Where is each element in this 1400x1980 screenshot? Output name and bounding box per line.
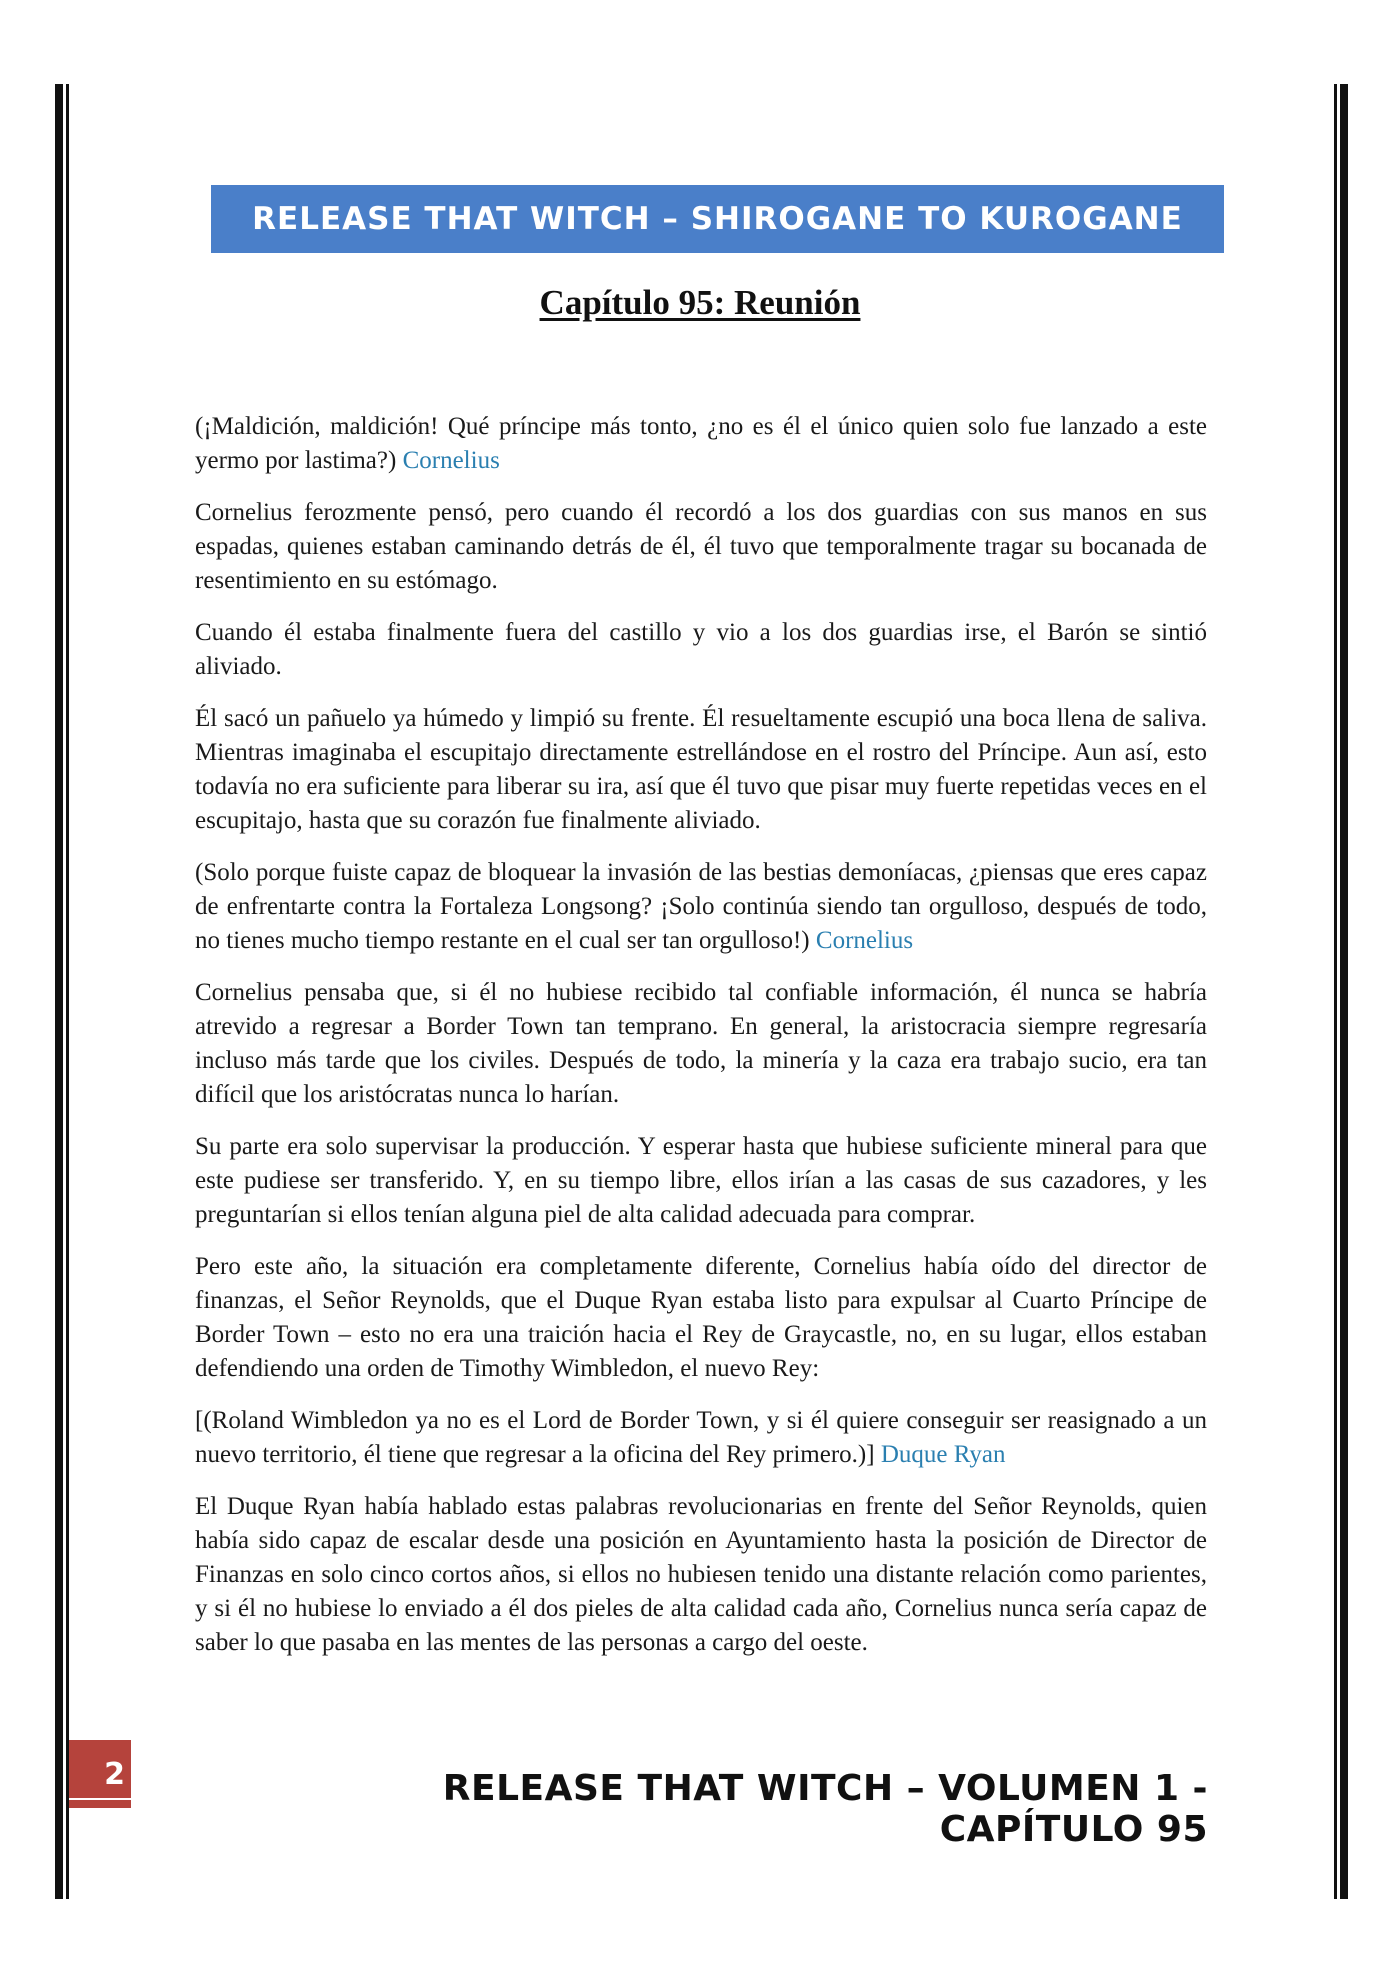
paragraph: Él sacó un pañuelo ya húmedo y limpió su frente. Él resueltamente escupió una boca llena de saliva. Mientras imaginaba el escupitajo directamente estrellándose en el rostro del Príncipe. Aun así, esto todavía no era suficiente para liberar su ira, así que él tuvo que pisar muy fuerte repetidas veces en el escupitajo, hasta que su corazón fue finalmente aliviado.: [195, 705, 1207, 834]
paragraph: [(Roland Wimbledon ya no es el Lord de Border Town, y si él quiere conseguir ser reasignado a un nuevo territorio, él tiene que regresar a la oficina del Rey primero.)] Duque Ryan: [195, 1407, 1207, 1468]
chapter-body: [195, 410, 1207, 1678]
paragraph: Su parte era solo supervisar la producción. Y esperar hasta que hubiese suficiente mineral para que este pudiese ser transferido. Y, en su tiempo libre, ellos irían a las casas de sus cazadores, y les preguntarían si ellos tenían alguna piel de alta calidad adecuada para comprar.: [195, 1133, 1207, 1228]
speaker-tag: Duque Ryan: [880, 1441, 1006, 1468]
page-number-badge: [69, 1740, 131, 1808]
footer-title: RELEASE THAT WITCH – VOLUMEN 1 - CAPÍTULO 95: [442, 1768, 1208, 1850]
page-number: 2: [104, 1756, 125, 1792]
paragraph: Cuando él estaba finalmente fuera del castillo y vio a los dos guardias irse, el Barón se sintió aliviado.: [195, 619, 1207, 680]
speaker-tag: Cornelius: [815, 927, 914, 954]
paragraph: Cornelius ferozmente pensó, pero cuando él recordó a los dos guardias con sus manos en sus espadas, quienes estaban caminando detrás de él, él tuvo que temporalmente tragar su bocanada de resentimiento en su estómago.: [195, 499, 1207, 594]
page-border-left: [55, 84, 69, 1899]
paragraph: Cornelius pensaba que, si él no hubiese recibido tal confiable información, él nunca se habría atrevido a regresar a Border Town tan temprano. En general, la aristocracia siempre regresaría incluso más tarde que los civiles. Después de todo, la minería y la caza era trabajo sucio, era tan difícil que los aristócratas nunca lo harían.: [195, 979, 1207, 1108]
page-border-right: [1334, 84, 1348, 1899]
series-banner: [211, 185, 1224, 253]
speaker-tag: Cornelius: [402, 447, 500, 474]
chapter-title: Capítulo 95: Reunión: [539, 283, 861, 322]
paragraph: (Solo porque fuiste capaz de bloquear la invasión de las bestias demoníacas, ¿piensas que eres capaz de enfrentarte contra la Fortaleza Longsong? ¡Solo continúa siendo tan orgulloso, después de todo, no tienes mucho tiempo restante en el cual ser tan orgulloso!) Cornelius: [195, 859, 1207, 954]
paragraph: (¡Maldición, maldición! Qué príncipe más tonto, ¿no es él el único quien solo fue lanzado a este yermo por lastima?) Cornelius: [195, 413, 1207, 474]
paragraph: El Duque Ryan había hablado estas palabras revolucionarias en frente del Señor Reynolds, quien había sido capaz de escalar desde una posición en Ayuntamiento hasta la posición de Director de Finanzas en solo cinco cortos años, si ellos no hubiesen tenido una distante relación como parientes, y si él no hubiese lo enviado a él dos pieles de alta calidad cada año, Cornelius nunca sería capaz de saber lo que pasaba en las mentes de las personas a cargo del oeste.: [195, 1493, 1207, 1656]
series-banner-title: RELEASE THAT WITCH – SHIROGANE TO KUROGANE: [252, 201, 1183, 237]
paragraph: Pero este año, la situación era completamente diferente, Cornelius había oído del director de finanzas, el Señor Reynolds, que el Duque Ryan estaba listo para expulsar al Cuarto Príncipe de Border Town – esto no era una traición hacia el Rey de Graycastle, no, en su lugar, ellos estaban defendiendo una orden de Timothy Wimbledon, el nuevo Rey:: [195, 1253, 1207, 1382]
